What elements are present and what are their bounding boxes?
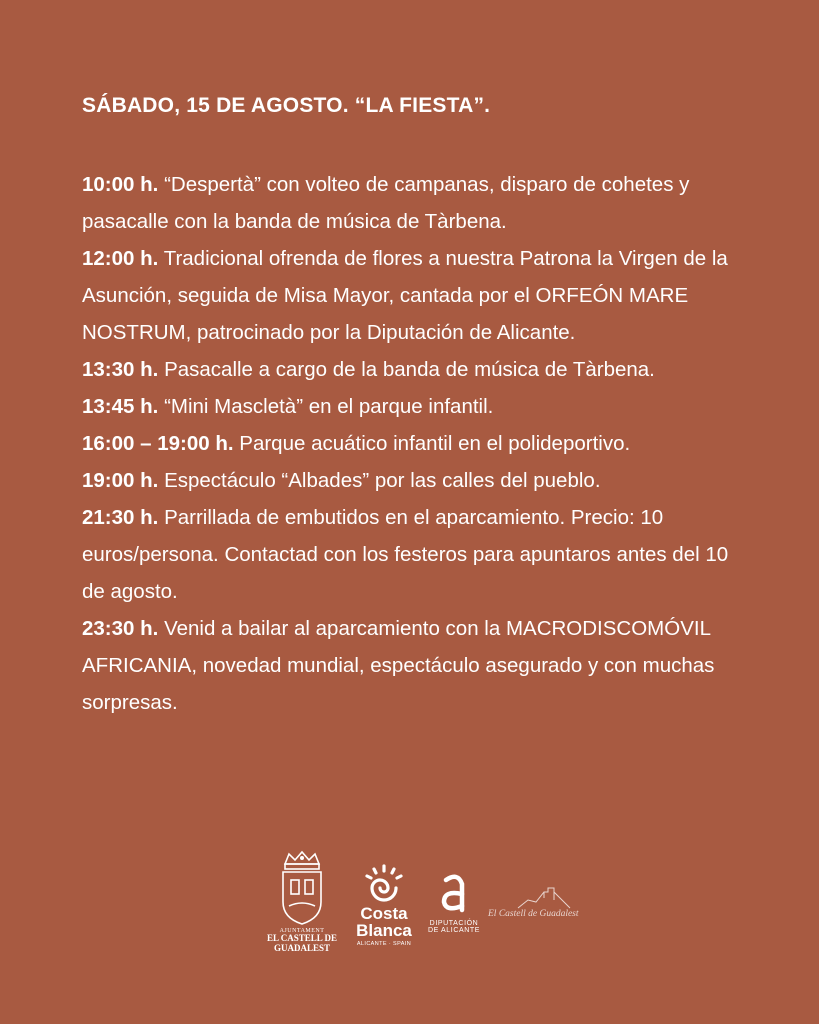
event-text: Pasacalle a cargo de la banda de música de Tàrbena. (164, 358, 655, 381)
event-text: “Mini Mascletà” en el parque infantil. (164, 395, 494, 418)
event-time: 13:45 h. (82, 395, 159, 418)
diputacion-line1: DIPUTACIÓN (429, 920, 479, 927)
event-item (82, 610, 742, 721)
event-text: Venid a bailar al aparcamiento con la MACRODISCOMÓVIL AFRICANIA, novedad mundial, espectáculo asegurado y con muchas sorpresas. (82, 617, 715, 714)
event-item (82, 351, 742, 388)
event-time: 16:00 – 19:00 h. (82, 432, 234, 455)
page-title: SÁBADO, 15 DE AGOSTO. “LA FIESTA”. (82, 94, 491, 117)
event-time: 19:00 h. (82, 469, 159, 492)
event-list (82, 166, 742, 721)
event-time: 12:00 h. (82, 247, 159, 270)
event-item (82, 499, 742, 610)
costa-blanca-tagline: ALICANTE · SPAIN (356, 941, 412, 947)
letter-a-icon (436, 872, 472, 916)
event-text: Espectáculo “Albades” por las calles del pueblo. (164, 469, 601, 492)
event-time: 10:00 h. (82, 173, 159, 196)
castell-script: El Castell de Guadalest (488, 909, 579, 919)
ajuntament-small: AJUNTAMENT (279, 928, 325, 934)
event-item (82, 388, 742, 425)
ajuntament-line1: EL CASTELL DE (266, 933, 338, 944)
coat-of-arms-icon (277, 850, 327, 926)
diputacion-logo (422, 872, 486, 934)
castell-logo (488, 884, 588, 920)
diputacion-line2: DE ALICANTE (427, 927, 481, 934)
ajuntament-logo (250, 850, 354, 953)
event-time: 21:30 h. (82, 506, 159, 529)
event-item (82, 240, 742, 351)
event-text: “Despertà” con volteo de campanas, disparo de cohetes y pasacalle con la banda de música de Tàrbena. (82, 173, 690, 233)
event-time: 23:30 h. (82, 617, 159, 640)
spiral-sun-icon (361, 864, 407, 904)
event-item (82, 462, 742, 499)
event-item (82, 166, 742, 240)
castle-outline-icon (514, 884, 574, 910)
costa-blanca-logo (344, 864, 424, 947)
event-text: Parque acuático infantil en el polideportivo. (239, 432, 631, 455)
ajuntament-line2: GUADALEST (273, 942, 330, 953)
costa-blanca-line2: Blanca (356, 921, 412, 940)
event-time: 13:30 h. (82, 358, 159, 381)
event-text: Parrillada de embutidos en el aparcamiento. Precio: 10 euros/persona. Contactad con los festeros para apuntaros antes del 10 de agosto. (82, 506, 729, 603)
costa-blanca-line1: Costa (360, 904, 408, 923)
event-text: Tradicional ofrenda de flores a nuestra Patrona la Virgen de la Asunción, seguida de Misa Mayor, cantada por el ORFEÓN MARE NOSTRUM, patrocinado por la Diputación de Alicante. (82, 247, 728, 344)
event-item (82, 425, 742, 462)
sponsor-logos (0, 840, 819, 970)
